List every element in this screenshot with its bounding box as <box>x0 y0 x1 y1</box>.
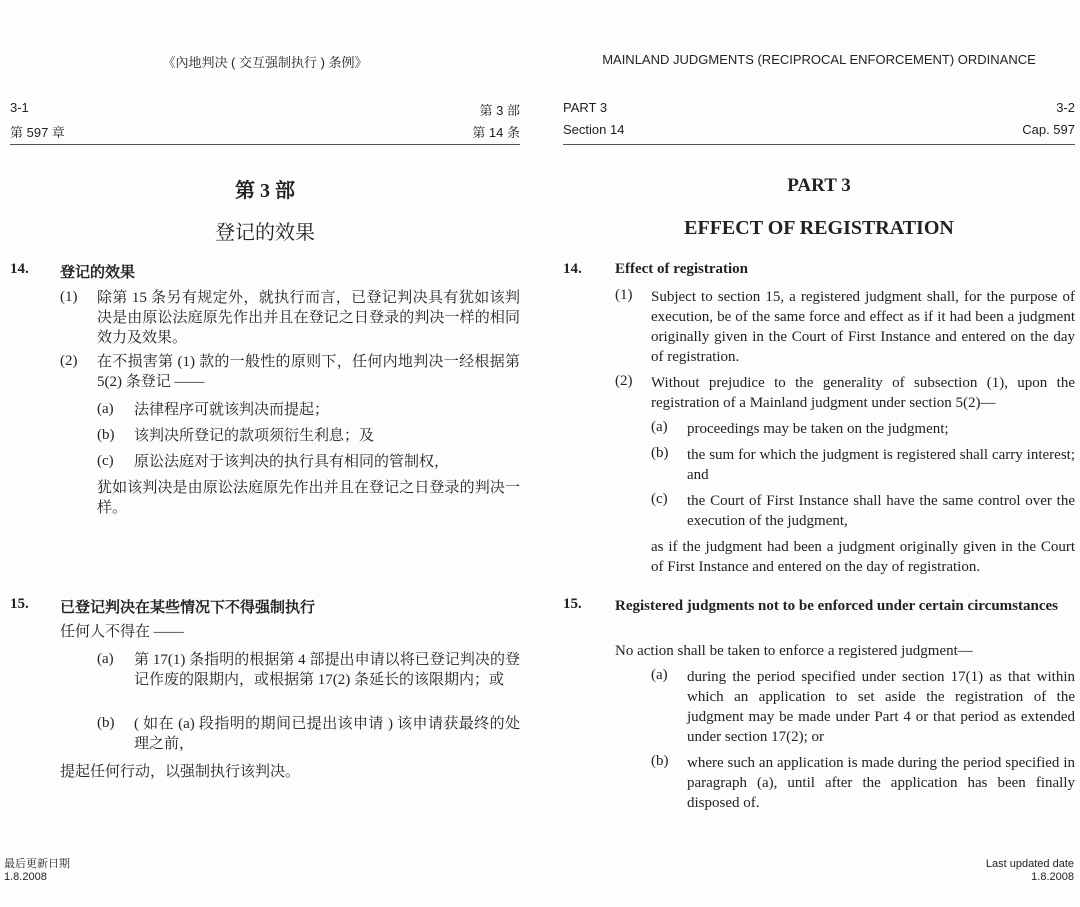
header-rule-zh <box>10 144 520 145</box>
para-b-label-en: (b) <box>651 445 669 461</box>
subsection-1-text-en: Subject to section 15, a registered judgment shall, for the purpose of execution, be of the same force and effect as if it had been a judgment originally given in the Court of First Instance and entered on the day of registration. <box>651 289 1075 365</box>
para-a-label-zh: (a) <box>97 401 114 417</box>
section-15-heading-zh: 已登记判决在某些情况下不得强制执行 <box>60 600 316 616</box>
header-rule-en <box>563 144 1075 145</box>
para-a-text-zh: 法律程序可就该判决而提起； <box>134 402 330 418</box>
subsection-1-text-zh: 除第 15 条另有规定外，就执行而言，已登记判决具有犹如该判决是由原讼法庭原先作出并且在登记之日登录的判决一样的相同效力及效果。 <box>97 290 520 346</box>
section-15-intro-en: No action shall be taken to enforce a registered judgment— <box>615 643 973 659</box>
section-ref-en: Section 14 <box>563 122 625 137</box>
footer-label-zh: 最后更新日期 <box>4 858 70 870</box>
para-b-text-zh: 该判决所登记的款项须衍生利息；及 <box>134 428 375 444</box>
part-ref-en: PART 3 <box>563 100 608 115</box>
para-c-label-zh: (c) <box>97 453 114 469</box>
page-number-zh: 3-1 <box>10 100 29 115</box>
chapter-ref-en: Cap. 597 <box>1022 122 1075 137</box>
section-14-heading-en: Effect of registration <box>615 261 749 277</box>
s15-para-b-text-en: where such an application is made during the period specified in paragraph (a), until after the application has been finally disposed of. <box>687 755 1075 811</box>
subsection-1-label-en: (1) <box>615 287 633 303</box>
s15-para-b-label-zh: (b) <box>97 715 115 731</box>
para-a-label-en: (a) <box>651 419 668 435</box>
running-title-zh: 《內地判决 ( 交互强制执行 ) 条例》 <box>162 55 368 70</box>
page-number-en: 3-2 <box>1056 100 1075 115</box>
subsection-1-label-zh: (1) <box>60 289 78 305</box>
chapter-ref-zh: 第 597 章 <box>10 125 65 140</box>
subsection-2-label-en: (2) <box>615 373 633 389</box>
running-title-en: MAINLAND JUDGMENTS (RECIPROCAL ENFORCEMENT) ORDINANCE <box>602 52 1036 67</box>
para-c-text-en: the Court of First Instance shall have the same control over the execution of the judgment, <box>687 493 1075 529</box>
english-page <box>563 0 1075 907</box>
subsection-2-text-zh: 在不损害第 (1) 款的一般性的原则下，任何内地判决一经根据第 5(2) 条登记 —— <box>97 354 520 390</box>
para-c-text-zh: 原讼法庭对于该判决的执行具有相同的管制权， <box>134 454 450 470</box>
header-row-2-zh <box>10 122 520 141</box>
s15-para-a-text-en: during the period specified under section 17(1) as that within which an application to set aside the registration of the judgment may be made under Part 4 or that period as extended under section 17(2); or <box>687 669 1075 745</box>
subsection-2-tail-zh: 犹如该判决是由原讼法庭原先作出并且在登记之日登录的判决一样。 <box>97 480 520 516</box>
footer-label-en: Last updated date <box>985 858 1074 870</box>
s15-para-b-text-zh: ( 如在 (a) 段指明的期间已提出该申请 ) 该申请获最终的处理之前， <box>134 716 520 752</box>
subsection-2-tail-en: as if the judgment had been a judgment originally given in the Court of First Instance and entered on the day of registration. <box>651 539 1075 575</box>
section-ref-zh: 第 14 条 <box>472 125 520 140</box>
para-c-label-en: (c) <box>651 491 668 507</box>
part-subtitle-zh: 登记的效果 <box>215 222 315 244</box>
header-row-1-en <box>563 100 1075 115</box>
part-subtitle-en: EFFECT OF REGISTRATION <box>684 217 954 239</box>
s15-para-a-label-en: (a) <box>651 667 668 683</box>
section-14-number-zh: 14. <box>10 261 29 277</box>
section-15-number-zh: 15. <box>10 596 29 612</box>
para-b-label-zh: (b) <box>97 427 115 443</box>
footer-en <box>986 858 1074 884</box>
footer-zh <box>4 858 70 884</box>
para-a-text-en: proceedings may be taken on the judgment; <box>687 421 949 437</box>
part-title-en: PART 3 <box>787 175 851 196</box>
header-row-1-zh <box>10 100 520 119</box>
footer-date-zh: 1.8.2008 <box>4 871 47 883</box>
footer-date-en: 1.8.2008 <box>1031 871 1074 883</box>
chinese-page <box>4 0 520 907</box>
part-ref-zh: 第 3 部 <box>479 103 520 118</box>
para-b-text-en: the sum for which the judgment is registered shall carry interest; and <box>687 447 1075 483</box>
section-15-intro-zh: 任何人不得在 —— <box>60 624 184 640</box>
section-15-tail-zh: 提起任何行动，以强制执行该判决。 <box>60 764 301 780</box>
subsection-2-label-zh: (2) <box>60 353 78 369</box>
s15-para-a-text-zh: 第 17(1) 条指明的根据第 4 部提出申请以将已登记判决的登记作废的限期内，或根据第 17(2) 条延长的该限期内；或 <box>134 652 520 688</box>
subsection-2-text-en: Without prejudice to the generality of subsection (1), upon the registration of a Mainland judgment under section 5(2)— <box>651 375 1075 411</box>
section-15-number-en: 15. <box>563 596 582 612</box>
section-14-number-en: 14. <box>563 261 582 277</box>
s15-para-a-label-zh: (a) <box>97 651 114 667</box>
s15-para-b-label-en: (b) <box>651 753 669 769</box>
part-title-zh: 第 3 部 <box>235 180 295 202</box>
section-15-heading-en: Registered judgments not to be enforced under certain circumstances <box>615 598 1058 614</box>
section-14-heading-zh: 登记的效果 <box>60 265 136 281</box>
header-row-2-en <box>563 122 1075 137</box>
